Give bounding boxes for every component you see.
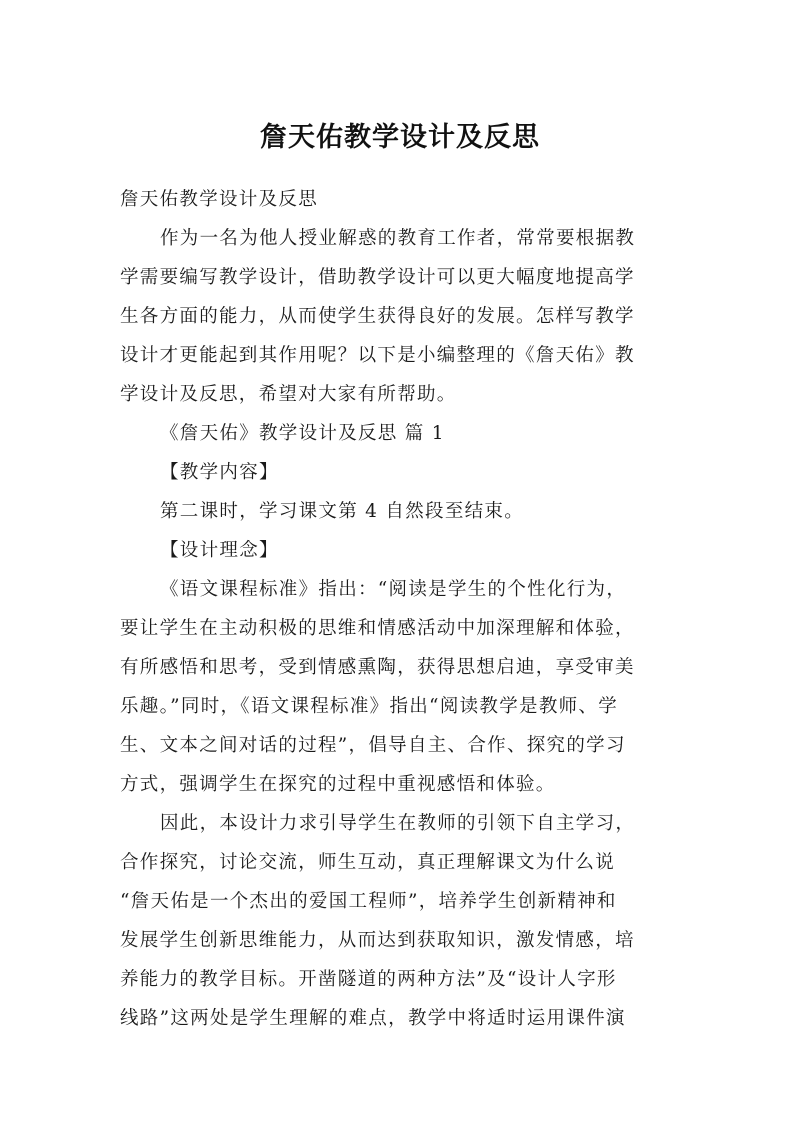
body-text-line: 要让学生在主动积极的思维和情感活动中加深理解和体验， [120, 618, 635, 639]
body-text-line: 线路”这两处是学生理解的难点，教学中将适时运用课件演 [120, 1008, 626, 1029]
body-text-line: 养能力的教学目标。开凿隧道的两种方法”及“设计人字形 [120, 969, 617, 990]
body-text-line: 【设计理念】 [160, 540, 279, 561]
body-text-line: 第二课时，学习课文第 4 自然段至结束。 [160, 501, 525, 522]
body-text-line: 因此，本设计力求引导学生在教师的引领下自主学习， [160, 813, 636, 834]
body-text-line: 生、文本之间对话的过程”，倡导自主、合作、探究的学习 [120, 735, 626, 756]
body-text-line: 发展学生创新思维能力，从而达到获取知识，激发情感，培 [120, 930, 635, 951]
body-text-line: 乐趣。”同时，《语文课程标准》指出“阅读教学是教师、学 [120, 696, 619, 717]
body-text-line: 合作探究，讨论交流，师生互动，真正理解课文为什么说 [120, 852, 616, 873]
body-text-line: 学设计及反思，希望对大家有所帮助。 [120, 384, 457, 405]
body-text-line: 詹天佑教学设计及反思 [120, 189, 319, 210]
body-text-line: 《语文课程标准》指出：“阅读是学生的个性化行为， [160, 579, 627, 600]
body-text-line: 作为一名为他人授业解惑的教育工作者，常常要根据教 [160, 228, 636, 249]
body-text-line: 方式，强调学生在探究的过程中重视感悟和体验。 [120, 774, 556, 795]
body-text-line: 有所感悟和思考，受到情感熏陶，获得思想启迪，享受审美 [120, 657, 635, 678]
body-text-line: 设计才更能起到其作用呢？以下是小编整理的《詹天佑》教 [120, 345, 635, 366]
body-text-line: 生各方面的能力，从而使学生获得良好的发展。怎样写教学 [120, 306, 635, 327]
body-text-line: 【教学内容】 [160, 462, 279, 483]
document-title: 詹天佑教学设计及反思 [260, 122, 540, 154]
document-body [120, 180, 690, 1038]
body-text-line: 学需要编写教学设计，借助教学设计可以更大幅度地提高学 [120, 267, 635, 288]
body-text-line: “詹天佑是一个杰出的爱国工程师”，培养学生创新精神和 [120, 891, 617, 912]
body-text-line: 《詹天佑》教学设计及反思 篇 1 [160, 423, 445, 444]
